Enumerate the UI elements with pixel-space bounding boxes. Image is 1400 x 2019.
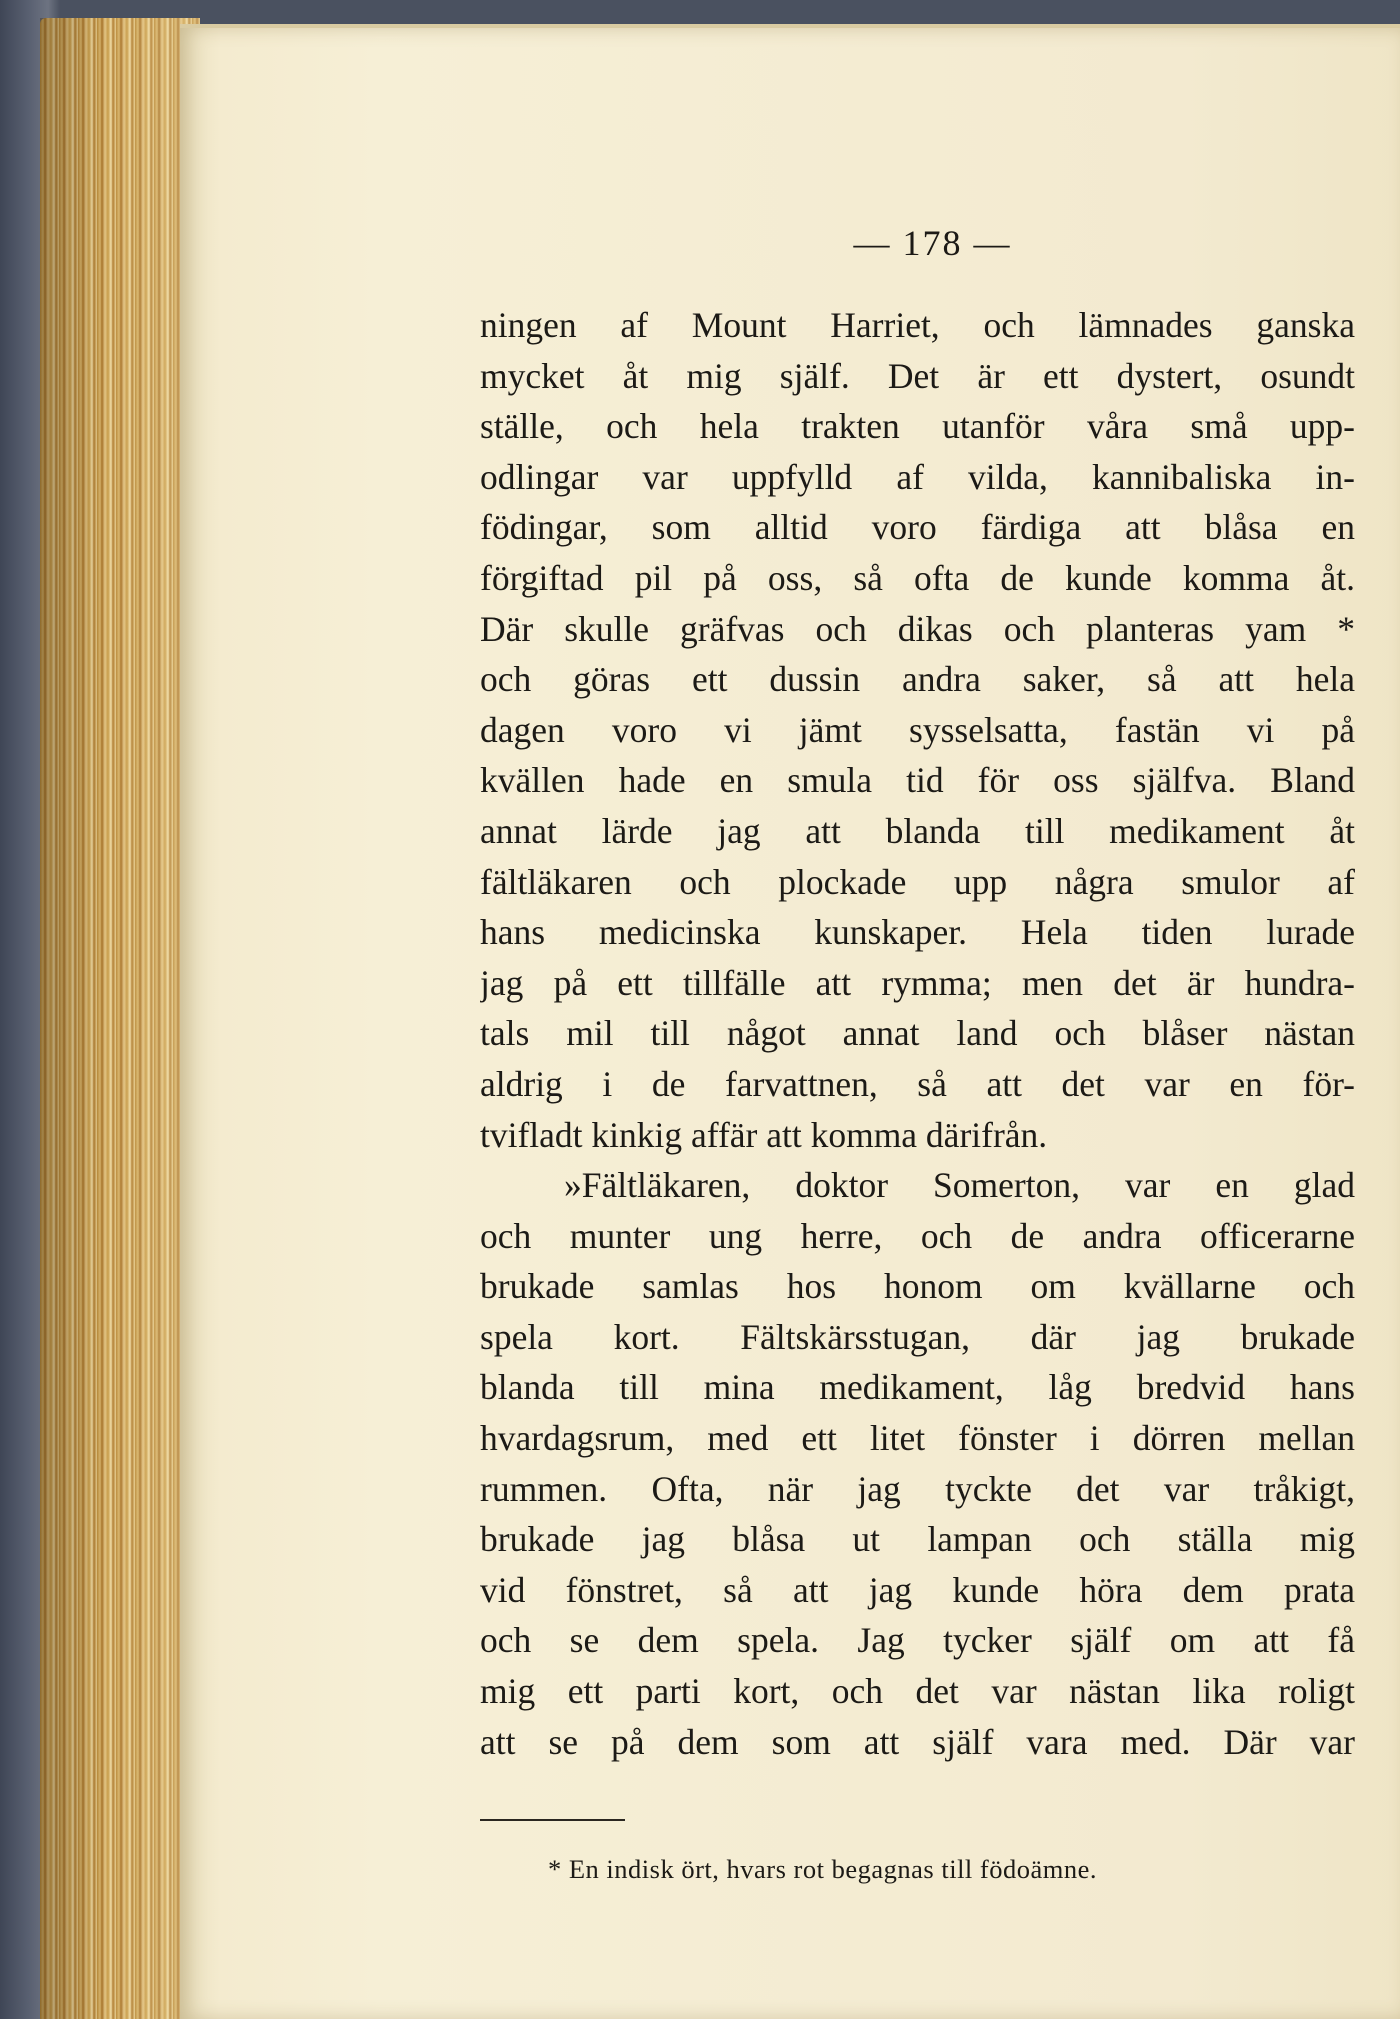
text-line: vid fönstret, så att jag kunde höra dem prata <box>480 1569 1355 1610</box>
text-line: och göras ett dussin andra saker, så att hela <box>480 659 1355 700</box>
text-line: och munter ung herre, och de andra officerarne <box>480 1215 1355 1256</box>
footnote: * En indisk ört, hvars rot begagnas till födoämne. <box>548 1854 1098 1885</box>
page-number: — 178 — <box>853 223 1012 263</box>
text-line: mycket åt mig själf. Det är ett dystert, osundt <box>480 355 1355 396</box>
page-text-block <box>480 220 1355 1887</box>
text-line: kvällen hade en smula tid för oss själfva. Bland <box>480 760 1355 801</box>
footnote-divider <box>480 1819 625 1821</box>
text-line: Där skulle gräfvas och dikas och planteras yam * <box>480 608 1355 649</box>
text-line: födingar, som alltid voro färdiga att blåsa en <box>480 507 1355 548</box>
book-page-edges <box>40 18 200 2019</box>
text-line: ningen af Mount Harriet, och lämnades ganska <box>480 305 1355 345</box>
text-line: att se på dem som att själf vara med. Där var <box>480 1721 1355 1762</box>
text-line: ställe, och hela trakten utanför våra små upp- <box>480 406 1355 447</box>
text-line: mig ett parti kort, och det var nästan lika roligt <box>480 1671 1355 1712</box>
text-line: odlingar var uppfylld af vilda, kannibaliska in- <box>480 456 1355 497</box>
text-line: aldrig i de farvattnen, så att det var en för- <box>480 1063 1355 1104</box>
text-line: förgiftad pil på oss, så ofta de kunde komma åt. <box>480 557 1355 598</box>
text-line: hvardagsrum, med ett litet fönster i dörren mellan <box>480 1418 1355 1459</box>
text-line: »Fältläkaren, doktor Somerton, var en glad <box>564 1165 1355 1206</box>
text-line: hans medicinska kunskaper. Hela tiden lurade <box>480 912 1355 953</box>
text-line: brukade samlas hos honom om kvällarne och <box>480 1266 1355 1307</box>
text-line: annat lärde jag att blanda till medikament åt <box>480 810 1355 851</box>
text-line: rummen. Ofta, när jag tyckte det var tråkigt, <box>480 1468 1355 1509</box>
text-line: tals mil till något annat land och blåser nästan <box>480 1013 1355 1054</box>
text-line: jag på ett tillfälle att rymma; men det är hundra- <box>480 962 1355 1003</box>
text-line: tvifladt kinkig affär att komma därifrån. <box>480 1114 1048 1155</box>
text-line: brukade jag blåsa ut lampan och ställa mig <box>480 1519 1355 1560</box>
text-line: blanda till mina medikament, låg bredvid hans <box>480 1367 1355 1408</box>
text-line: dagen voro vi jämt sysselsatta, fastän vi på <box>480 709 1355 750</box>
text-line: och se dem spela. Jag tycker själf om att få <box>480 1620 1355 1661</box>
text-line: spela kort. Fältskärsstugan, där jag brukade <box>480 1316 1355 1357</box>
text-line: fältläkaren och plockade upp några smulor af <box>480 861 1355 902</box>
